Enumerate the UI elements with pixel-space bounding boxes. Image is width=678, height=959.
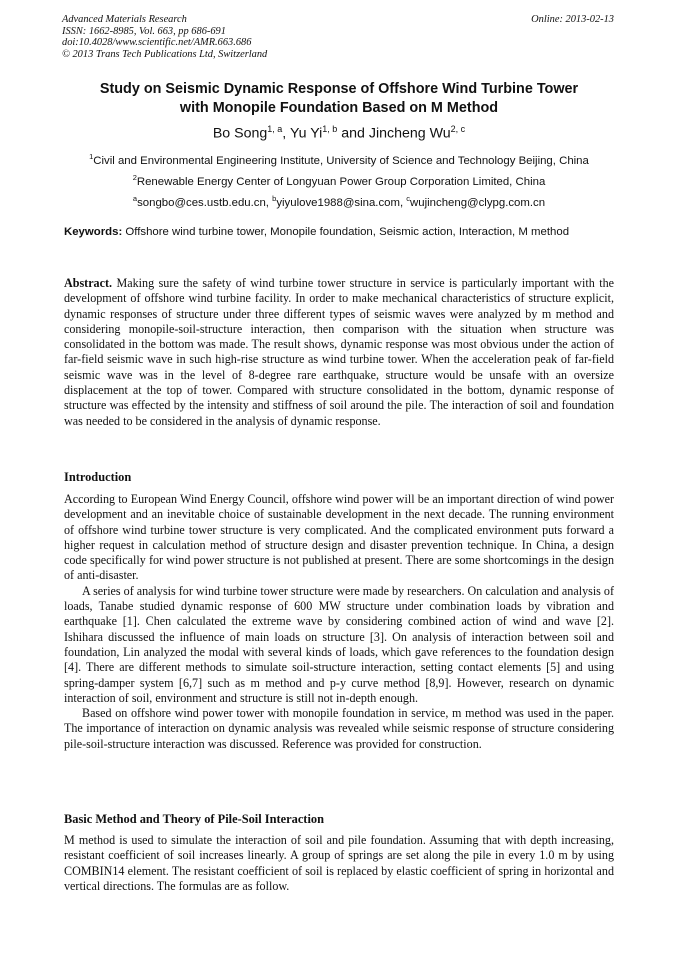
title-line-1: Study on Seismic Dynamic Response of Offshore Wind Turbine Tower [99, 81, 579, 97]
author-separator: and [337, 125, 369, 142]
paper-title [50, 80, 628, 118]
journal-header [62, 14, 267, 60]
issn-line: ISSN: 1662-8985, Vol. 663, pp 686-691 [62, 25, 226, 37]
affiliation-2-text: Renewable Energy Center of Longyuan Power Group Corporation Limited, China [136, 175, 546, 188]
journal-name: Advanced Materials Research [62, 14, 187, 25]
affiliation-1-marker: 1 [89, 152, 94, 161]
affiliation-2-marker: 2 [132, 173, 137, 182]
keywords [64, 226, 614, 239]
abstract-label: Abstract. [64, 276, 113, 290]
online-date: Online: 2013-02-13 [531, 14, 614, 25]
email-b: yiyulove1988@sina.com, [276, 196, 407, 209]
basic-method-heading: Basic Method and Theory of Pile-Soil Interaction [64, 812, 324, 826]
email-a-marker: a [132, 194, 138, 203]
introduction-heading: Introduction [64, 470, 132, 484]
email-a: songbo@ces.ustb.edu.cn, [137, 196, 273, 209]
intro-paragraph-1: According to European Wind Energy Council, offshore wind power will be an important direction of wind power development and an inevitable choice of sustainable development in the next decade. The running environment of offshore wind turbine tower structure is very complicated. And the complicated environment puts forward a higher request in calculation method of structure design and disaster prevention technique. In China, a design code specifically for wind power structure is not published at present. There are some shortcomings in the design of anti-disaster. [64, 492, 614, 583]
email-c: wujincheng@clypg.com.cn [410, 196, 546, 209]
author-3-marker: 2, c [450, 124, 466, 134]
email-b-marker: b [272, 194, 277, 203]
author-2-marker: 1, b [322, 124, 338, 134]
intro-paragraph-2: A series of analysis for wind turbine tower structure were made by researchers. On calculation and analysis of loads, Tanabe studied dynamic response of 600 MW structure under combination loads by vibration and earthquake [1]. Chen calculated the extreme wave by considering combined action of wind and wave [2]. Ishihara discussed the influence of main loads on structure [3]. On analysis of interaction between soil and foundation, Lin analyzed the modal with several kinds of loads, which gave references to the foundation design [4]. There are different methods to simulate soil-structure interaction, setting contact elements [5] and using spring-damper system [6,7] such as m method and p-y curve method [8,9]. However, research on dynamic interaction of soil, environment and structure is still not in-depth enough. [64, 583, 614, 705]
keywords-label: Keywords: [64, 226, 123, 238]
abstract [64, 276, 614, 429]
author-3: Jincheng Wu [368, 125, 451, 142]
author-1: Bo Song [212, 125, 268, 142]
intro-paragraph-3: Based on offshore wind power tower with monopile foundation in service, m method was used in the paper. The importance of interaction on dynamic analysis was revealed while seismic response of structure considering pile-soil-structure interaction was discussed. Reference was provided for construction. [64, 706, 614, 751]
introduction-body [64, 492, 614, 752]
affiliation-1-text: Civil and Environmental Engineering Institute, University of Science and Technology Beijing, China [93, 154, 589, 167]
author-2: Yu Yi [289, 125, 323, 142]
keywords-text: Offshore wind turbine tower, Monopile foundation, Seismic action, Interaction, M method [122, 226, 570, 238]
title-line-2: with Monopile Foundation Based on M Method [179, 100, 499, 116]
copyright-line: © 2013 Trans Tech Publications Ltd, Switzerland [62, 48, 268, 60]
email-c-marker: c [406, 194, 411, 203]
affiliation-2 [50, 171, 628, 189]
basic-method-body [64, 833, 614, 894]
abstract-text: Making sure the safety of wind turbine tower structure in service is particularly important with the development of offshore wind turbine facility. In order to make mechanical characteristics of structure explicit, dynamic responses of structure under three different types of seismic waves were analyzed by m method and considering monopile-soil-structure interaction, then comparison with the situation when structure was consolidated in the bottom was made. The result shows, dynamic response was most obvious under the action of far-field seismic wave in such high-rise structure as wind turbine tower. When the acceleration peak of far-field seismic wave was in the level of 8-degree rare earthquake, structure would be unsafe with an oversize displacement at the top of tower. Compared with structure consolidated in the bottom, dynamic response of structure was effected by the intensity and stiffness of soil around the pile. The interaction of soil and foundation was needed to be considered in the analysis of dynamic response. [64, 276, 614, 428]
affiliation-1 [50, 150, 628, 168]
author-1-marker: 1, a [267, 124, 283, 134]
author-separator: , [282, 125, 290, 142]
basic-method-paragraph-1: M method is used to simulate the interaction of soil and pile foundation. Assuming that with depth increasing, resistant coefficient of soil increases linearly. A group of springs are set along the pile in every 1.0 m by using COMBIN14 element. The resistant coefficient of soil is replaced by elastic coefficient of spring in horizontal and vertical directions. The formulas are as follow. [64, 833, 614, 893]
author-emails [50, 192, 628, 210]
author-list [50, 120, 628, 143]
doi-line: doi:10.4028/www.scientific.net/AMR.663.686 [62, 37, 252, 49]
